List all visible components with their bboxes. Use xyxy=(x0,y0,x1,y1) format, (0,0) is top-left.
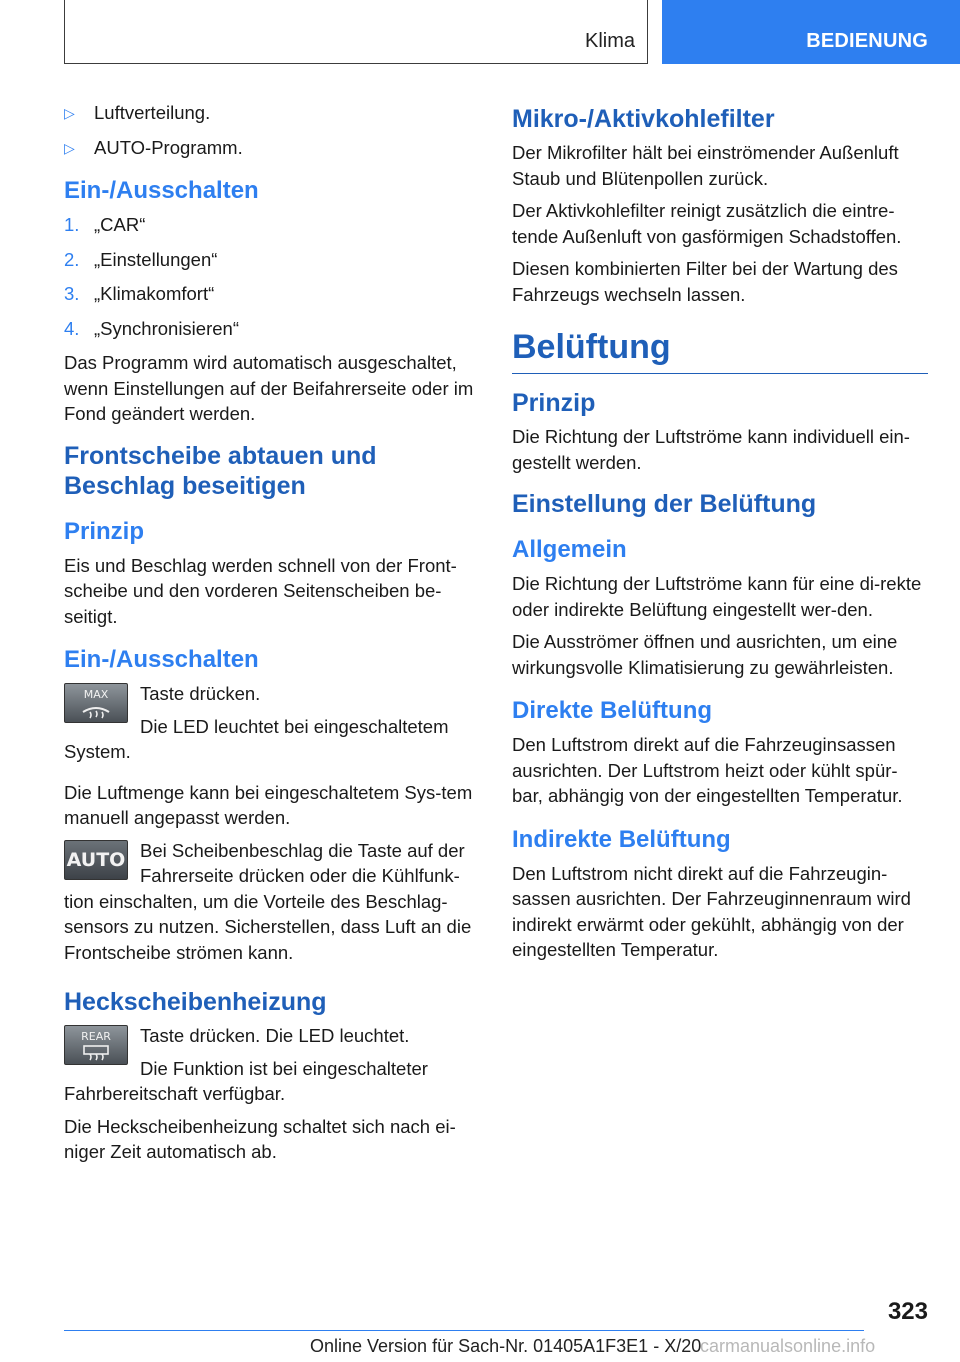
watermark: carmanualsonline.info xyxy=(700,1336,876,1356)
heading-heckscheibenheizung: Heckscheibenheizung xyxy=(64,988,327,1016)
windshield-heat-icon xyxy=(81,702,111,720)
paragraph: Diesen kombinierten Filter bei der Wartung des Fahrzeugs wechseln lassen. xyxy=(512,258,898,305)
section-title: Klima xyxy=(584,30,635,52)
chapter-tab xyxy=(662,0,960,64)
list-item: ▷ Luftverteilung. xyxy=(64,100,480,126)
footer-divider xyxy=(64,1330,864,1331)
right-column xyxy=(512,100,928,970)
paragraph: Die Heckscheibenheizung schaltet sich nach ei-niger Zeit automatisch ab. xyxy=(64,1115,456,1162)
paragraph: Das Programm wird automatisch ausgeschaltet, wenn Einstellungen auf der Beifahrerseite oder im Fond geändert werden. xyxy=(64,352,474,424)
triangle-bullet-icon: ▷ xyxy=(64,105,75,121)
paragraph: Der Mikrofilter hält bei einströmender Außenluft Staub und Blütenpollen zurück. xyxy=(512,142,899,189)
auto-button-icon: AUTO xyxy=(64,840,128,880)
paragraph: Den Luftstrom nicht direkt auf die Fahrzeugin-sassen ausrichten. Der Fahrzeuginnenraum wird indirekt erwärmt oder gekühlt, abhängig von der eingestellten Temperatur. xyxy=(512,862,911,960)
rear-defrost-button-icon: REAR xyxy=(64,1025,128,1065)
chapter-title: BEDIENUNG xyxy=(806,30,928,52)
rear-window-heat-icon xyxy=(81,1044,111,1062)
heading-prinzip: Prinzip xyxy=(64,517,145,545)
rear-defrost-block: REAR Taste drücken. Die LED leuchtet. Die Funktion ist bei eingeschalteter Fahrbereitschaft verfügbar. xyxy=(64,1025,428,1104)
paragraph: Der Aktivkohlefilter reinigt zusätzlich die eintre-tende Außenluft von gasförmigen Schadstoffen. xyxy=(512,200,902,247)
paragraph: Die Richtung der Luftströme kann für eine di-rekte oder indirekte Belüftung eingestellt wer-den. xyxy=(512,573,922,620)
heading-einstellung: Einstellung der Belüftung xyxy=(512,490,817,518)
triangle-bullet-icon: ▷ xyxy=(64,139,75,156)
heading-frontscheibe: Frontscheibe abtauen und Beschlag beseitigen xyxy=(64,441,377,500)
heading-ein-ausschalten: Ein-/Ausschalten xyxy=(64,177,259,204)
list-item: ▷ AUTO-Programm. xyxy=(64,135,480,161)
page-header xyxy=(0,0,960,66)
paragraph: Die Ausströmer öffnen und ausrichten, um eine wirkungsvolle Klimatisierung zu gewährleisten. xyxy=(512,631,898,678)
max-defrost-block: MAX Taste drücken. Die LED leuchtet bei eingeschaltetem System. xyxy=(64,683,449,762)
max-defrost-button-icon: MAX xyxy=(64,683,128,723)
page-number: 323 xyxy=(887,1298,928,1325)
heading-indirekt: Indirekte Belüftung xyxy=(512,825,731,853)
section-tab xyxy=(64,0,648,64)
paragraph: Die Luftmenge kann bei eingeschaltetem Sys-tem manuell angepasst werden. xyxy=(64,781,473,828)
heading-prinzip: Prinzip xyxy=(512,389,596,417)
paragraph: Eis und Beschlag werden schnell von der Front-scheibe und den vorderen Seitenscheiben be-seitigt. xyxy=(64,554,457,627)
auto-block: AUTO Bei Scheibenbeschlag die Taste auf der Fahrerseite drücken oder die Kühlfunk-tion einschalten, um die Vorteile des Beschlag-sensors zu nutzen. Sicherstellen, dass Luft an die Frontscheibe strömen kann. xyxy=(64,839,472,963)
heading-belueftung: Belüftung xyxy=(512,325,928,374)
heading-ein-ausschalten: Ein-/Ausschalten xyxy=(64,646,259,673)
step-item: 1. „CAR“ xyxy=(64,214,146,235)
heading-filter: Mikro-/Aktivkohlefilter xyxy=(512,105,775,133)
step-item: 3. „Klimakomfort“ xyxy=(64,283,215,304)
paragraph: Die Richtung der Luftströme kann individuell ein-gestellt werden. xyxy=(512,426,910,473)
paragraph: Den Luftstrom direkt auf die Fahrzeuginsassen ausrichten. Der Luftstrom heizt oder kühlt spür-bar, abhängig von der eingestellten Temperatur. xyxy=(512,734,903,806)
left-column xyxy=(64,100,480,1172)
heading-allgemein: Allgemein xyxy=(512,536,627,563)
footer-online-version: Online Version für Sach-Nr. 01405A1F3E1 - X/20 xyxy=(310,1336,702,1356)
step-item: 4. „Synchronisieren“ xyxy=(64,317,239,339)
heading-direkt: Direkte Belüftung xyxy=(512,697,713,724)
step-item: 2. „Einstellungen“ xyxy=(64,248,218,270)
